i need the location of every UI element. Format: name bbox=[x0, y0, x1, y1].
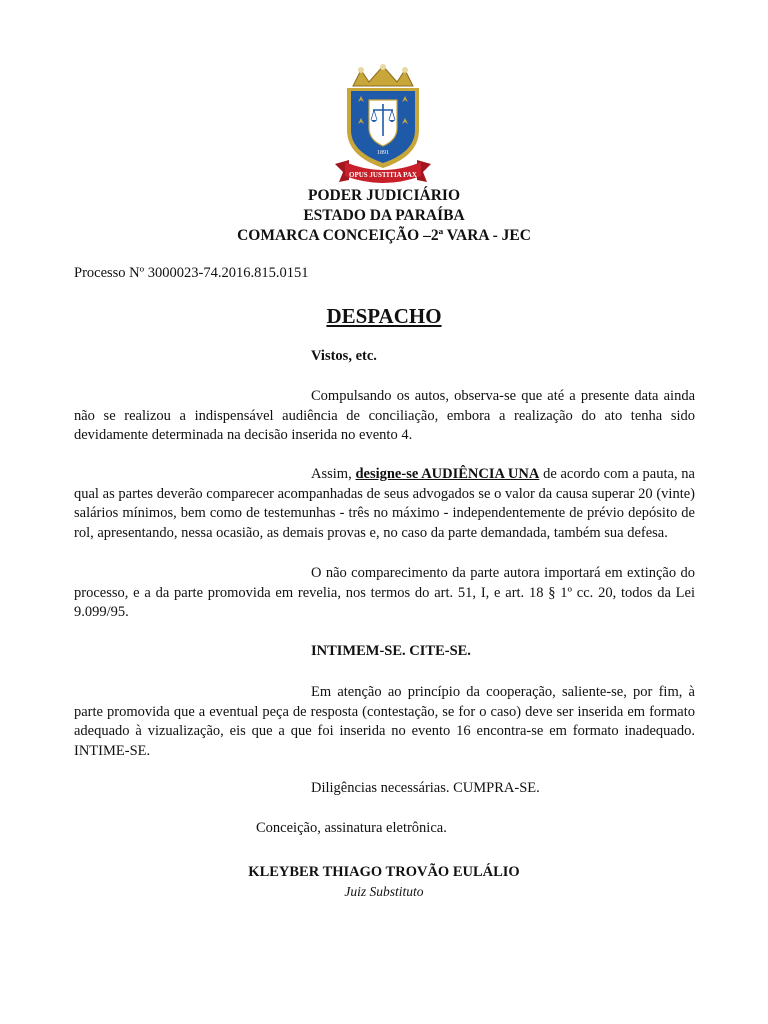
paragraph-1: Compulsando os autos, observa-se que até a presente data ainda não se realizou a indispensável audiência de conciliação, embora a realização do ato tenha sido devidamente determinada na decisão inserida no evento 4. bbox=[74, 388, 695, 444]
paragraph-4: Em atenção ao princípio da cooperação, saliente-se, por fim, à parte promovida que a eventual peça de resposta (contestação, se for o caso) deve ser inserida em formato adequado à vizualização, eis que a que foi inserida no evento 16 encontra-se em formato inadequado. INTIME-SE. bbox=[74, 684, 695, 760]
crown-icon bbox=[353, 64, 413, 86]
paragraph-3: O não comparecimento da parte autora importará em extinção do processo, e a da parte promovida em revelia, nos termos do art. 51, I, e art. 18 § 1º cc. 20, todos da Lei 9.099/95. bbox=[74, 565, 695, 621]
vistos-line: Vistos, etc. bbox=[311, 348, 377, 364]
header-state: ESTADO DA PARAÍBA bbox=[303, 207, 465, 224]
diligencias-line: Diligências necessárias. CUMPRA-SE. bbox=[311, 780, 540, 796]
process-number: Processo Nº 3000023-74.2016.815.0151 bbox=[74, 265, 309, 281]
state-coat-of-arms bbox=[331, 64, 435, 186]
shield-icon bbox=[347, 88, 419, 168]
hearing-designation: designe-se AUDIÊNCIA UNA bbox=[355, 466, 540, 482]
paragraph-2: Assim, designe-se AUDIÊNCIA UNA de acordo com a pauta, na qual as partes deverão comparecer acompanhadas de seus advogados se o valor da causa superar 20 (vinte) salários mínimos, bem como de testemunhas - três no máximo - independentemente de prévio depósito de rol, apresentando, nessa ocasião, as demais provas e, no caso da parte demandada, também sua defesa. bbox=[74, 466, 695, 542]
signer-name: KLEYBER THIAGO TROVÃO EULÁLIO bbox=[248, 864, 520, 880]
crest-year: 1891 bbox=[377, 150, 389, 156]
document-title: DESPACHO bbox=[326, 304, 442, 328]
header-district: COMARCA CONCEIÇÃO –2ª VARA - JEC bbox=[237, 227, 531, 244]
signer-role: Juiz Substituto bbox=[344, 884, 424, 899]
header-judiciary: PODER JUDICIÁRIO bbox=[308, 187, 460, 204]
location-signature-line: Conceição, assinatura eletrônica. bbox=[256, 820, 447, 836]
intimem-line: INTIMEM-SE. CITE-SE. bbox=[311, 643, 471, 659]
crest-motto: OPUS JUSTITIA PAX bbox=[349, 171, 417, 179]
